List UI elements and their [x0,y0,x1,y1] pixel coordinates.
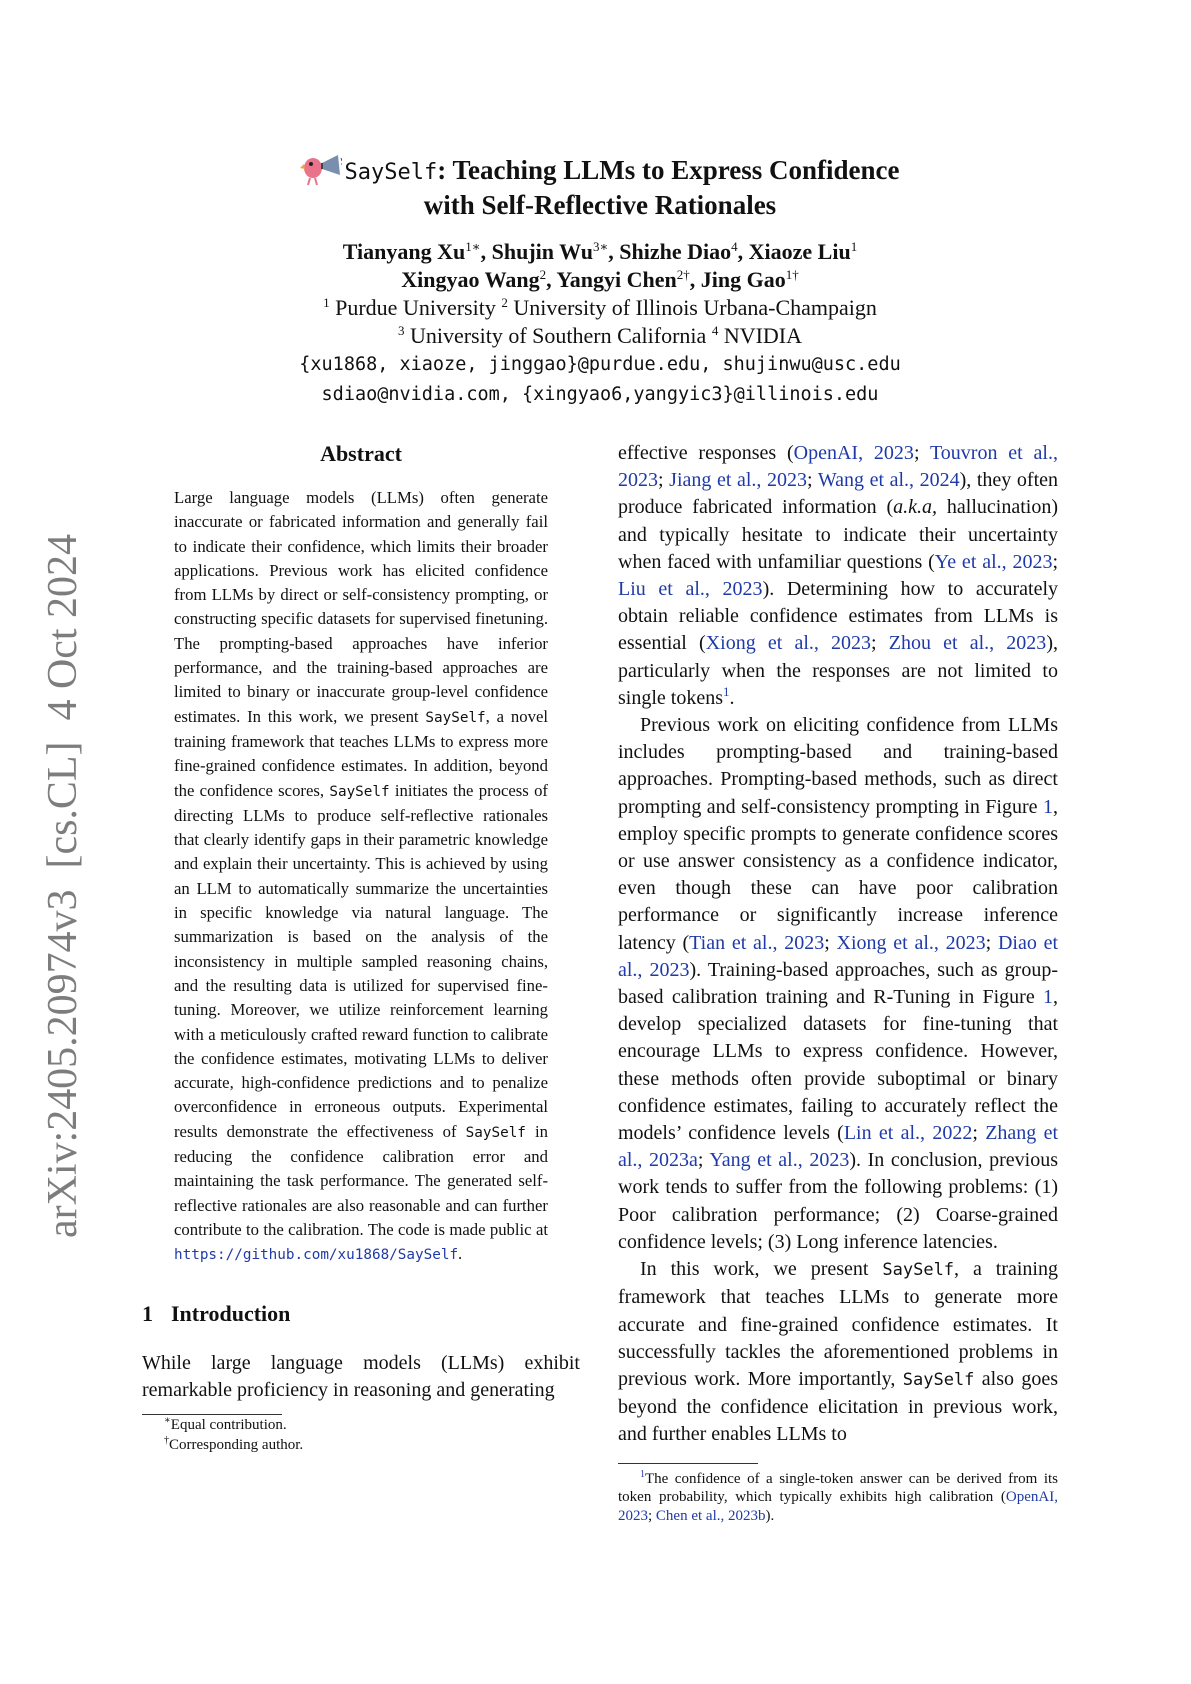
citation-link[interactable]: Wang et al., 2024 [817,469,960,492]
affiliation-line-2 [150,322,1050,350]
citation-link[interactable]: Lin et al., 2022 [843,1122,973,1145]
affiliation-name: Purdue University [329,295,502,320]
text-run: ; [871,632,889,655]
author-name: Yangyi Chen [556,267,677,292]
italic-run: a.k.a, [893,496,938,519]
affiliation-mark: 4 [711,323,719,338]
affiliation-name: University of Illinois Urbana-Champaign [507,295,877,320]
text-run: . [729,686,735,709]
citation-link[interactable]: Tian et al., 2023 [689,931,825,954]
footnote-text: Corresponding author. [169,1436,304,1453]
author-name: Xingyao Wang [401,267,540,292]
author-separator: , [737,239,749,264]
section-heading-introduction: 1 Introduction [142,1300,291,1326]
footnote-ref[interactable]: 1 [640,1468,645,1480]
author-mark: 1 [850,239,858,254]
right-column [618,440,1058,1525]
left-footnotes [142,1415,580,1455]
citation-link[interactable]: Zhou et al., 2023 [888,632,1047,655]
author-name: Jing Gao [700,267,786,292]
citation-link[interactable]: Yang et al., 2023 [709,1149,850,1172]
text-run: ). Determining how to accurately obtain reliable confidence estimates from LLMs is essential ( [618,578,1059,655]
text-run: ), particularly when the responses are not limited to single tokens [618,632,1058,709]
text-run: ; [658,469,670,492]
citation-link[interactable]: 1 [1043,795,1053,818]
title-line2: with Self-Reflective Rationales [423,190,777,220]
author-mark: 2 [539,267,547,282]
text-run: ; [824,931,837,954]
text-run: ; [697,1149,710,1172]
footnote-ref[interactable]: 1 [723,683,730,699]
text-run: also goes beyond the confidence elicitation in previous work, and further enables LLMs to [618,1367,1058,1446]
introduction-paragraph: While large language models (LLMs) exhibit remarkable proficiency in reasoning and generating [142,1351,580,1401]
citation-link[interactable]: OpenAI, 2023 [618,1489,1058,1524]
citation-link[interactable]: Diao et al., 2023 [618,931,1059,981]
citation-link[interactable]: Chen et al., 2023b [655,1507,766,1524]
citation-link[interactable]: Zhang et al., 2023a [618,1122,1058,1172]
affiliation-mark: 2 [501,295,508,310]
footnote [142,1415,580,1435]
text-run: ; [1052,550,1059,573]
affiliation-name: NVIDIA [718,323,803,348]
title-system-name: SaySelf [344,160,438,185]
footnote-mark: † [164,1434,169,1446]
text-run: ; [972,1122,986,1145]
system-name: SaySelf [882,1260,955,1281]
citation-link[interactable]: Xiong et al., 2023 [705,632,872,655]
footnote-1 [618,1470,1058,1526]
author-name: Tianyang Xu [342,239,466,264]
text-run: , a training framework that teaches LLMs to generate more accurate and fine-grained confidence estimates. It successfully tackles the aforementioned problems in previous work. More importantly, [618,1258,1058,1390]
citation-link[interactable]: Ye et al., 2023 [934,550,1053,573]
text-run: Previous work on eliciting confidence from LLMs includes prompting-based and training-based approaches. Prompting-based methods, such as direct prompting and self-consistency prompting in Figure [618,714,1058,818]
text-run: hallucination) and typically hesitate to indicate their uncertainty when faced with unfamiliar questions ( [618,496,1058,573]
abstract-text: Large language models (LLMs) often generate inaccurate or fabricated information and generally fail to indicate their confidence, which limits their broader applications. Previous work has elicited confidence from LLMs by direct or self-consistency prompting, or constructing specific datasets for supervised finetuning. The prompting-based approaches have inferior performance, and the training-based approaches are limited to binary or inaccurate group-level confidence estimates. In this work, we present SaySelf, a novel training framework that teaches LLMs to express more fine-grained confidence estimates. In addition, beyond the confidence scores, SaySelf initiates the process of directing LLMs to produce self-reflective rationales that clearly identify gaps in their parametric knowledge and explain their uncertainty. This is achieved by using an LLM to automatically summarize the uncertainties in specific knowledge via natural language. The summarization is based on the analysis of the inconsistency in multiple sampled reasoning chains, and the resulting data is utilized for supervised fine-tuning. Moreover, we utilize reinforcement learning with a meticulously crafted reward function to calibrate the confidence estimates, motivating LLMs to deliver accurate, high-confidence predictions and to penalize overconfidence in erroneous outputs. Experimental results demonstrate the effectiveness of SaySelf in reducing the confidence calibration error and maintaining the task performance. The generated self-reflective rationales are also reasonable and can further contribute to the calibration. The code is made public at https://github.com/xu1868/SaySelf. [174,488,548,1264]
citation-link[interactable]: Xiong et al., 2023 [836,931,986,954]
author-separator: , [546,267,557,292]
citation-link[interactable]: 1 [1043,986,1053,1009]
author-mark: 3∗ [592,239,609,254]
affiliation-mark: 1 [323,295,330,310]
right-paragraph-3 [618,1256,1058,1448]
text-run: ; [985,931,998,954]
citation-link[interactable]: OpenAI, 2023 [793,442,914,464]
text-run: ). Training-based approaches, such as group-based calibration training and R-Tuning in Figure [618,958,1058,1009]
affiliation-name: University of Southern California [404,323,712,348]
left-column [142,440,580,1455]
author-name: Shizhe Diao [619,239,732,264]
text-run: ; [807,469,818,492]
paper-title [150,152,1050,221]
email-line-1: {xu1868, xiaoze, jinggao}@purdue.edu, shujinwu@usc.edu [299,354,901,375]
author-mark: 4 [731,239,738,254]
text-run: ; [648,1507,656,1524]
author-name: Shujin Wu [491,239,593,264]
citation-link[interactable]: Liu et al., 2023 [618,578,763,601]
author-name: Xiaoze Liu [748,239,851,264]
author-mark: 1† [785,267,799,282]
arxiv-side-stamp [12,530,102,1240]
abstract-heading: Abstract [320,441,402,466]
affiliation-mark: 3 [397,323,405,338]
arxiv-stamp-text: arXiv:2405.20974v3 [cs.CL] 4 Oct 2024 [40,533,86,1238]
system-name: SaySelf [902,1369,975,1390]
title-line1: : Teaching LLMs to Express Confidence [437,155,900,185]
footnote-text: Equal contribution. [170,1416,287,1433]
author-line-1 [150,238,1050,266]
footnote-mark: ∗ [164,1414,171,1426]
footnote [142,1435,580,1455]
author-mark: 2† [676,267,690,282]
author-separator: , [689,267,701,292]
right-paragraph-1 [618,440,1058,712]
text-run: , employ specific prompts to generate confidence scores or use answer consistency as a confidence indicator, even though these can have poor calibration performance or significantly increase inference latency ( [618,795,1058,954]
parrot-megaphone-logo-icon [300,152,342,186]
email-line-2: sdiao@nvidia.com, {xingyao6,yangyic3}@illinois.edu [321,384,879,405]
author-mark: 1∗ [465,239,481,254]
footnote-rule-right [618,1463,758,1464]
author-separator: , [608,239,620,264]
text-run: ). [765,1507,775,1524]
author-separator: , [480,239,492,264]
code-repository-link[interactable]: https://github.com/xu1868/SaySelf [174,1247,459,1264]
text-run: ), they often produce fabricated information ( [618,469,1058,519]
citation-link[interactable]: Jiang et al., 2023 [669,469,808,492]
right-paragraph-2 [618,712,1058,1256]
text-run: effective responses ( [618,442,794,464]
affiliation-line-1 [150,294,1050,322]
text-run: ; [913,442,930,464]
text-run: The confidence of a single-token answer can be derived from its token probability, which typically exhibits high calibration ( [618,1470,1058,1506]
text-run: In this work, we present [640,1258,883,1281]
text-run: , develop specialized datasets for fine-tuning that encourage LLMs to express confidence. However, these methods often provide suboptimal or binary confidence estimates, failing to accurately reflect the models’ confidence levels ( [618,986,1058,1145]
author-block [150,238,1050,410]
text-run: ). In conclusion, previous work tends to suffer from the following problems: (1) Poor calibration performance; (2) Coarse-grained confidence levels; (3) Long inference latencies. [618,1149,1058,1253]
citation-link[interactable]: Touvron et al., 2023 [618,442,1058,492]
author-line-2 [150,266,1050,294]
